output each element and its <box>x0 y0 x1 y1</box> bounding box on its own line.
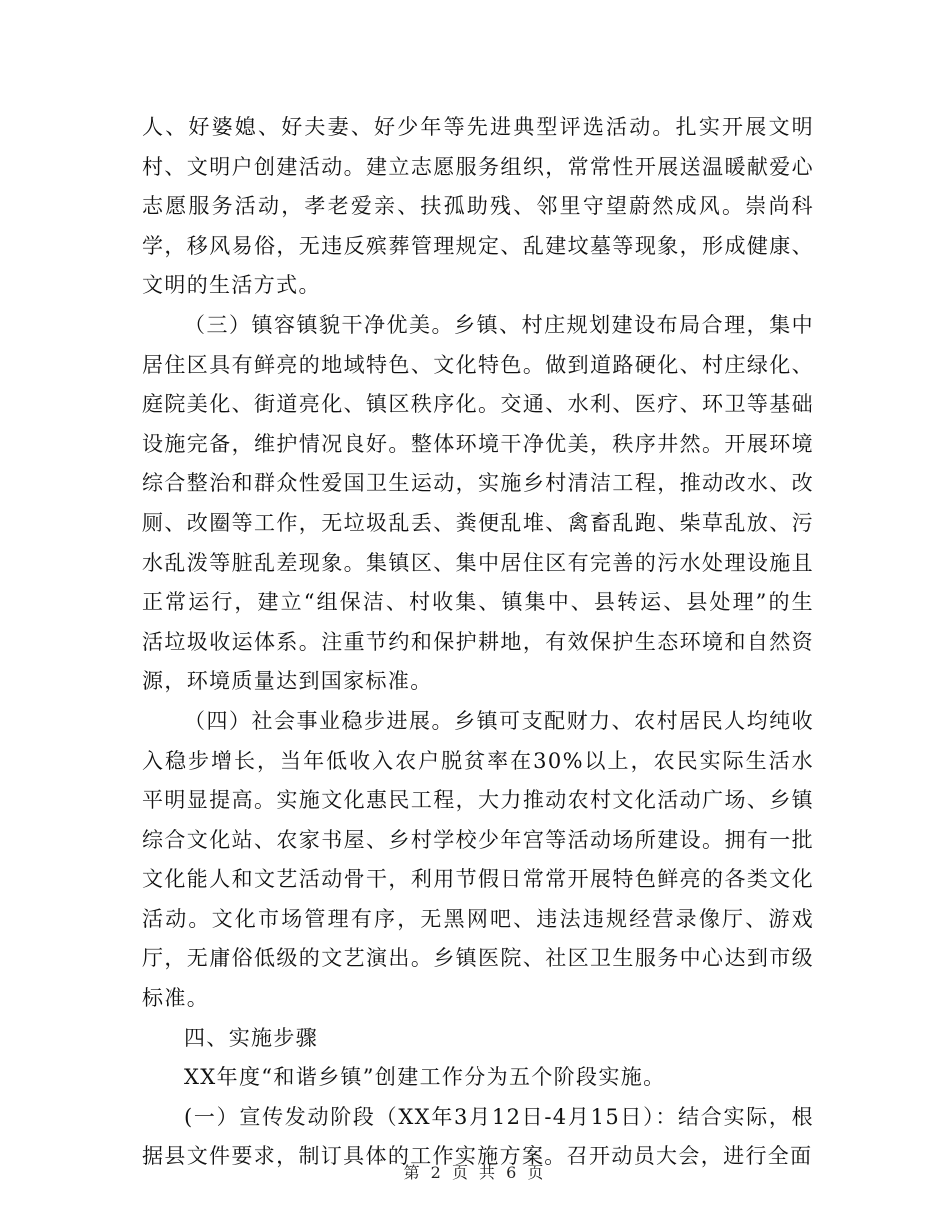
paragraph-five-stages: XX年度“和谐乡镇”创建工作分为五个阶段实施。 <box>184 1065 666 1090</box>
paragraph-social-progress: （四）社会事业稳步进展。乡镇可支配财力、农村居民人均纯收入稳步增长，当年低收入农户脱贫率在30%以上，农民实际生活水平明显提高。实施文化惠民工程，大力推动农村文化活动广场、乡镇综合文化站、农家书屋、乡村学校少年宫等活动场所建设。拥有一批文化能人和文艺活动骨干，利用节假日常常开展特色鲜亮的各类文化活动。文化市场管理有序，无黑网吧、违法违规经营录像厅、游戏厅，无庸俗低级的文艺演出。乡镇医院、社区卫生服务中心达到市级标准。 <box>142 708 814 1011</box>
section-heading-implementation-steps: 四、实施步骤 <box>184 1025 319 1050</box>
page-number-footer: 第 2 页 共 6 页 <box>403 1163 547 1182</box>
paragraph-publicity-stage: (一）宣传发动阶段（XX年3月12日-4月15日）：结合实际，根据县文件要求，制订具体的工作实施方案。召开动员大会，进行全面 <box>142 1104 814 1169</box>
paragraph-town-appearance: （三）镇容镇貌干净优美。乡镇、村庄规划建设布局合理，集中居住区具有鲜亮的地域特色、文化特色。做到道路硬化、村庄绿化、庭院美化、街道亮化、镇区秩序化。交通、水利、医疗、环卫等基础设施完备，维护情况良好。整体环境干净优美，秩序井然。开展环境综合整治和群众性爱国卫生运动，实施乡村清洁工程，推动改水、改厕、改圈等工作，无垃圾乱丢、粪便乱堆、禽畜乱跑、柴草乱放、污水乱泼等脏乱差现象。集镇区、集中居住区有完善的污水处理设施且正常运行，建立“组保洁、村收集、镇集中、县转运、县处理”的生活垃圾收运体系。注重节约和保护耕地，有效保护生态环境和自然资源，环境质量达到国家标准。 <box>142 312 814 694</box>
paragraph-continuation: 人、好婆媳、好夫妻、好少年等先进典型评选活动。扎实开展文明村、文明户创建活动。建立志愿服务组织，常常性开展送温暖献爱心志愿服务活动，孝老爱亲、扶孤助残、邻里守望蔚然成风。崇尚科学，移风易俗，无违反殡葬管理规定、乱建坟墓等现象，形成健康、文明的生活方式。 <box>142 115 814 298</box>
document-body <box>142 108 814 1177</box>
